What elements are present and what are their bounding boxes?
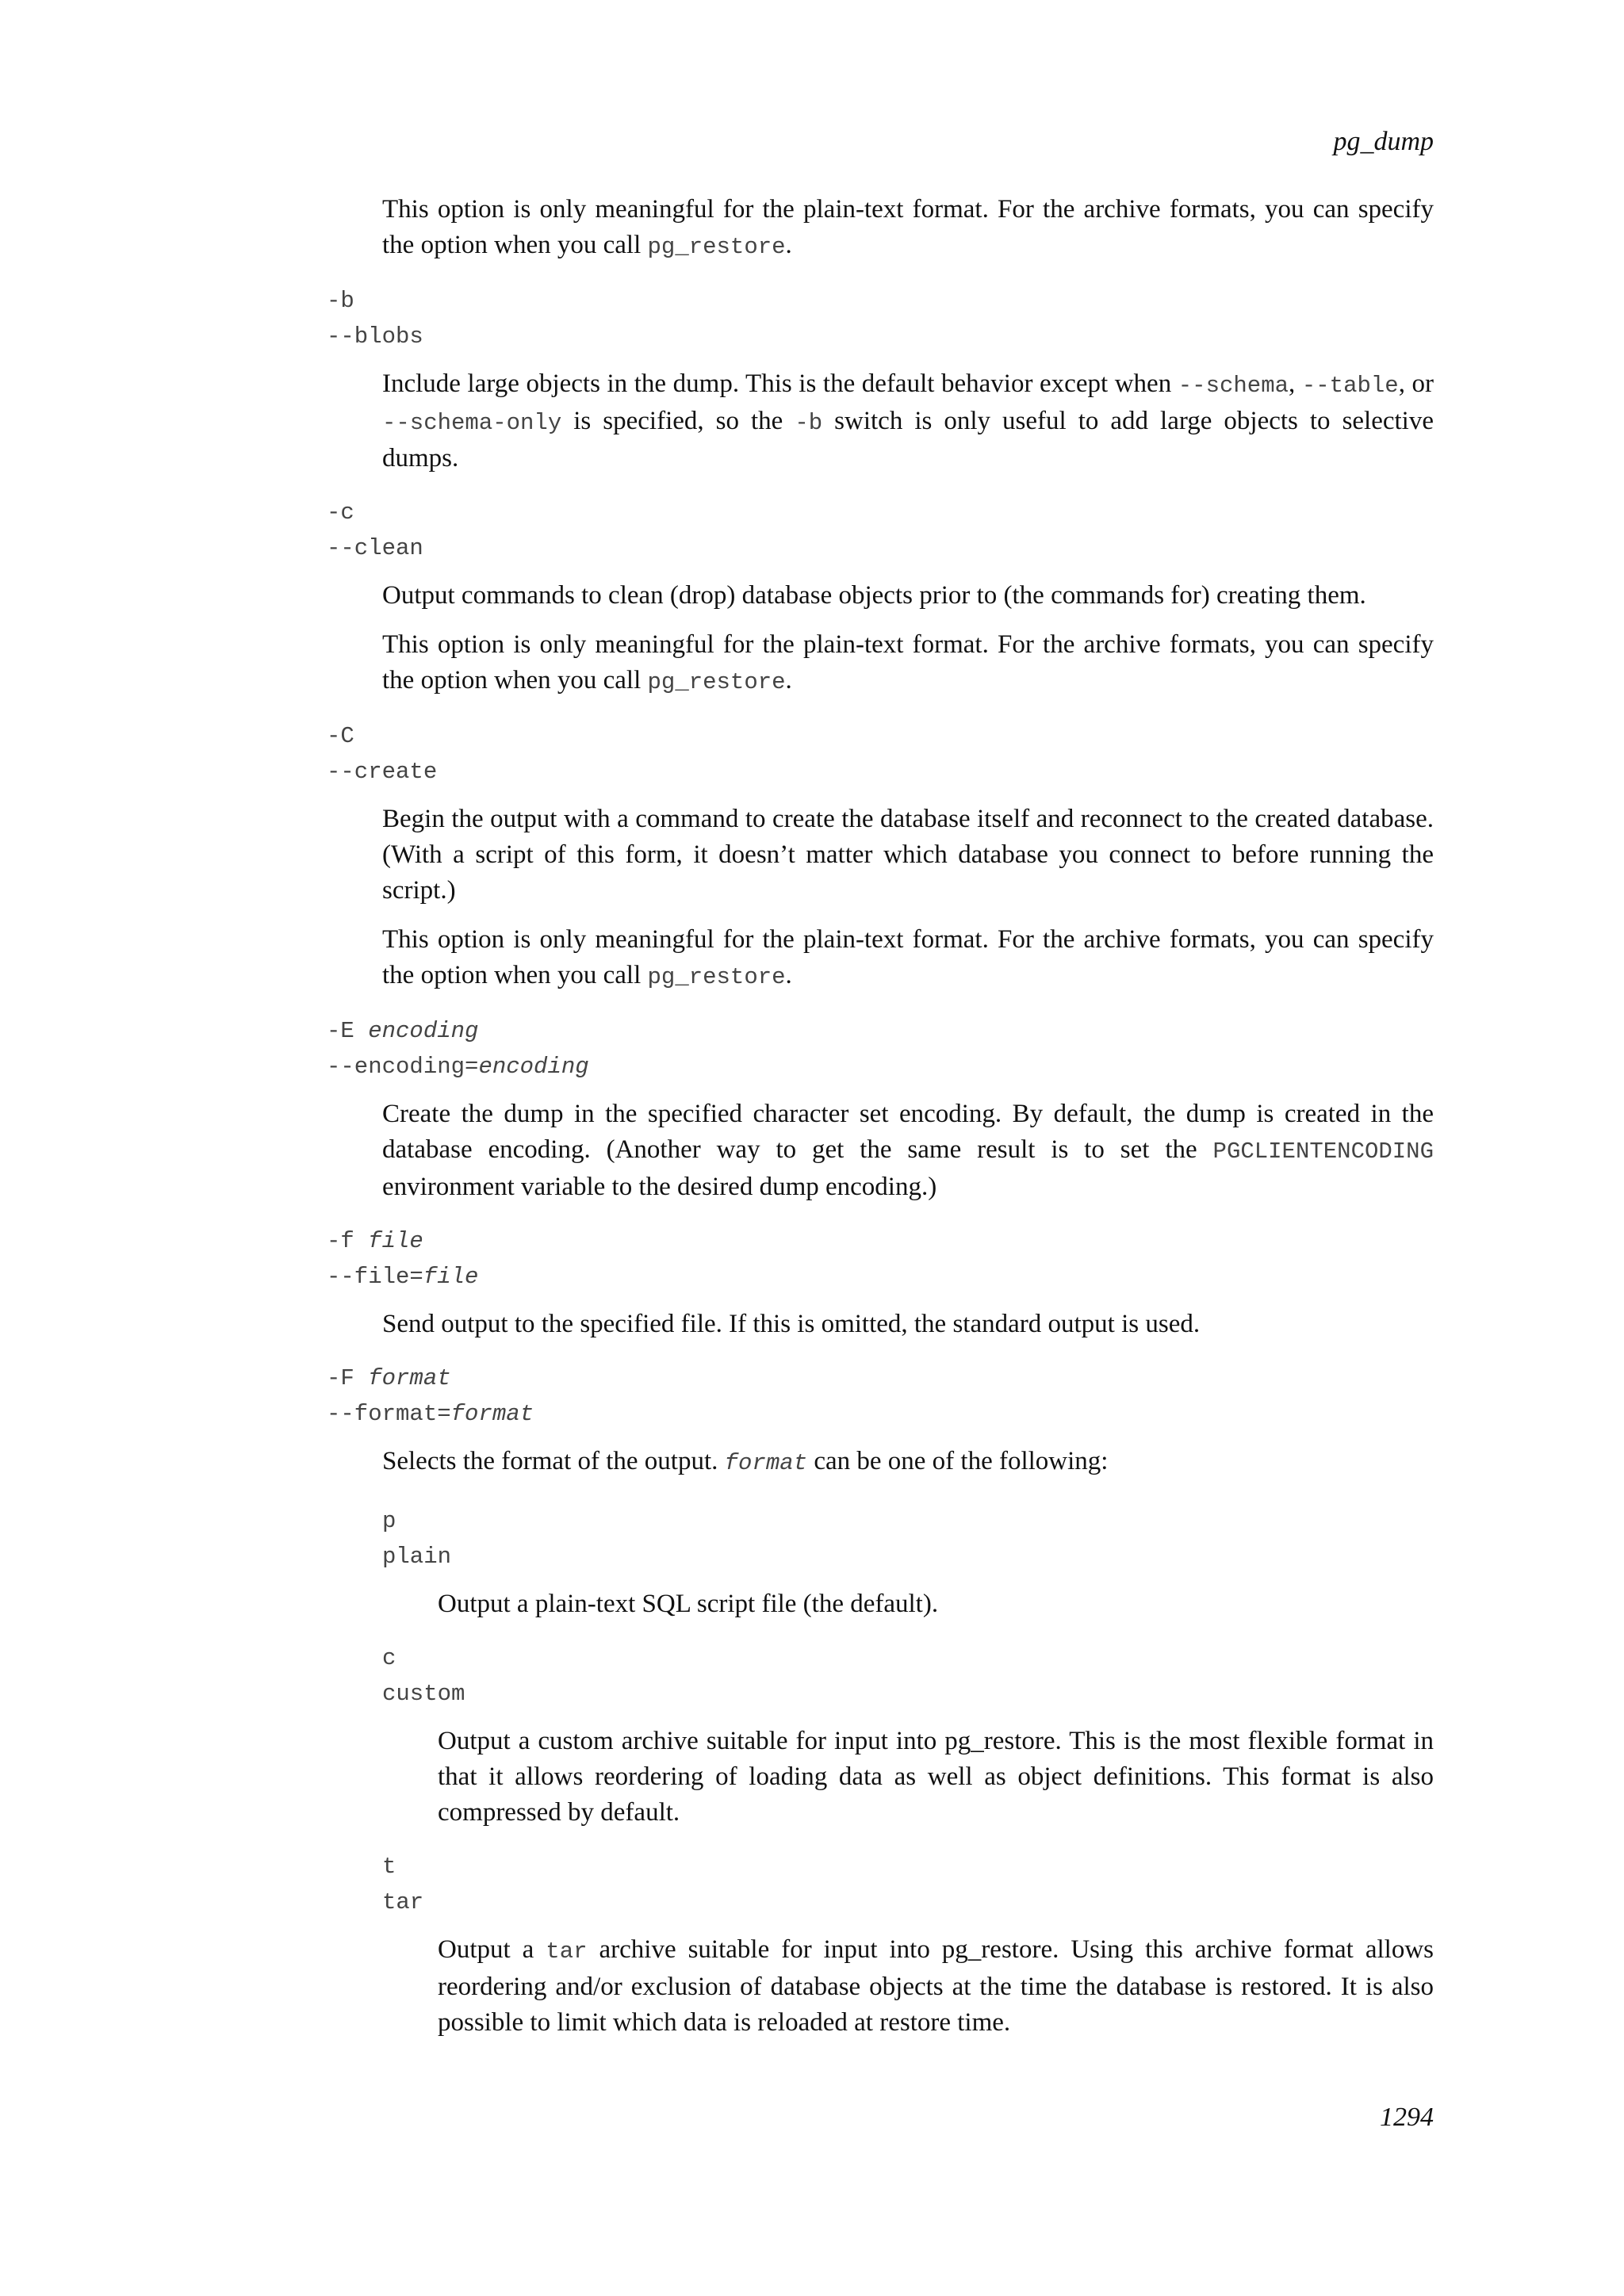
option-encoding [327, 1013, 1434, 1085]
intro-text: This option is only meaningful for the plain-text format. For the archive formats, you can specify the option when you call [382, 195, 1434, 259]
desc-code: --schema-only [382, 410, 562, 436]
option-long [327, 1396, 1434, 1432]
format-custom [382, 1640, 1434, 1712]
option-arg: format [368, 1365, 451, 1391]
format-short: t [382, 1854, 396, 1880]
format-plain-description: Output a plain-text SQL script file (the default). [438, 1590, 939, 1618]
format-list [382, 1503, 1434, 2041]
option-short: -b [327, 288, 354, 314]
option-create [327, 718, 1434, 790]
format-tar [382, 1849, 1434, 1920]
option-clean-note [382, 627, 1434, 700]
option-format-description [382, 1444, 1434, 1481]
desc-text: environment variable to the desired dump encoding.) [382, 1173, 937, 1201]
format-short: p [382, 1508, 396, 1534]
option-blobs [327, 283, 1434, 354]
desc-text: can be one of the following: [807, 1447, 1109, 1475]
option-flag: --format= [327, 1401, 451, 1427]
desc-text: Selects the format of the output. [382, 1447, 725, 1475]
option-flag: -F [327, 1365, 369, 1391]
option-long: --create [327, 759, 438, 785]
option-file [327, 1223, 1434, 1295]
desc-code: -b [795, 410, 823, 436]
format-tar-description [438, 1932, 1434, 2041]
desc-text: This option is only meaningful for the plain-text format. For the archive formats, you can specify the option when you call [382, 925, 1434, 989]
option-flag: -f [327, 1228, 369, 1254]
option-long: --clean [327, 535, 423, 561]
option-create-description: Begin the output with a command to create the database itself and reconnect to the created database. (With a script of this form, it doesn’t matter which database you connect to before running the script.) [382, 805, 1434, 905]
format-custom-description: Output a custom archive suitable for input into pg_restore. This is the most flexible format in that it allows reordering of loading data as well as object definitions. This format is also compressed by default. [438, 1727, 1434, 1827]
option-flag: --file= [327, 1264, 423, 1290]
option-arg: file [368, 1228, 423, 1254]
format-plain [382, 1503, 1434, 1575]
desc-text: . [785, 961, 792, 989]
desc-code: pg_restore [647, 669, 786, 695]
intro-code: pg_restore [647, 234, 786, 260]
desc-text: Output a [438, 1935, 546, 1964]
desc-text: Include large objects in the dump. This is the default behavior except when [382, 369, 1178, 398]
option-clean [327, 495, 1434, 566]
format-short: c [382, 1645, 396, 1671]
option-encoding-description [382, 1096, 1434, 1205]
option-file-description: Send output to the specified file. If this is omitted, the standard output is used. [382, 1310, 1201, 1338]
option-long [327, 1259, 1434, 1295]
page-number: 1294 [1380, 2103, 1434, 2132]
desc-text: Create the dump in the specified character set encoding. By default, the dump is created in the database encoding. (Another way to get the same result is to set the [382, 1100, 1434, 1164]
desc-code: tar [546, 1938, 588, 1965]
option-arg: file [423, 1264, 479, 1290]
option-short [327, 1360, 1434, 1396]
option-long: --blobs [327, 323, 423, 350]
desc-code: format [724, 1450, 808, 1476]
intro-paragraph [382, 192, 1434, 265]
desc-code: PGCLIENTENCODING [1212, 1138, 1434, 1165]
desc-text: This option is only meaningful for the plain-text format. For the archive formats, you can specify the option when you call [382, 630, 1434, 695]
option-short: -C [327, 723, 354, 749]
desc-text: archive suitable for input into pg_restore. Using this archive format allows reordering and/or exclusion of database objects at the time the database is restored. It is also possible to limit which data is reloaded at restore time. [438, 1935, 1434, 2037]
running-header: pg_dump [1333, 127, 1434, 156]
page-content [327, 192, 1434, 2041]
option-arg: format [450, 1401, 534, 1427]
option-create-note [382, 922, 1434, 995]
option-long [327, 1049, 1434, 1085]
option-short [327, 1223, 1434, 1259]
option-flag: --encoding= [327, 1054, 479, 1080]
format-long: custom [382, 1681, 465, 1707]
option-arg: encoding [478, 1054, 589, 1080]
desc-text: . [785, 666, 792, 695]
desc-text: switch is only useful to add large objects to selective dumps. [382, 407, 1434, 473]
option-short: -c [327, 499, 354, 526]
desc-code: --table [1301, 373, 1399, 399]
option-flag: -E [327, 1018, 369, 1044]
intro-text-end: . [785, 231, 792, 259]
option-blobs-description [382, 366, 1434, 476]
desc-code: pg_restore [647, 964, 786, 990]
desc-text: , or [1398, 369, 1434, 398]
desc-code: --schema [1178, 373, 1289, 399]
desc-text: , [1289, 369, 1302, 398]
option-clean-description: Output commands to clean (drop) database objects prior to (the commands for) creating them. [382, 581, 1366, 610]
format-long: plain [382, 1544, 452, 1570]
desc-text: is specified, so the [561, 407, 795, 435]
option-format [327, 1360, 1434, 1432]
option-short [327, 1013, 1434, 1049]
format-long: tar [382, 1889, 424, 1915]
option-arg: encoding [368, 1018, 479, 1044]
